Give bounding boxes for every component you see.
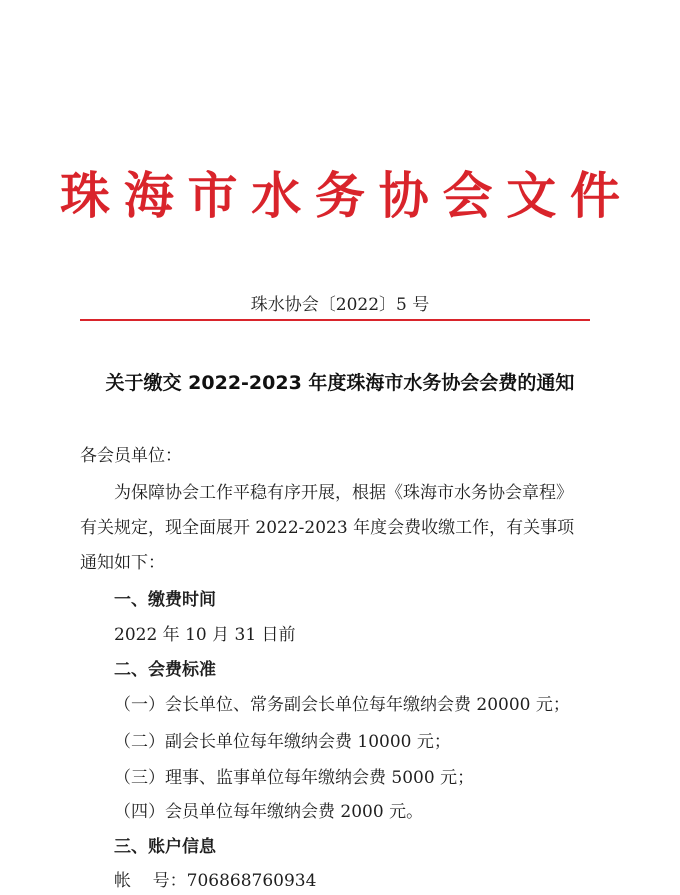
red-divider-line [80,319,590,321]
masthead-char: 务 [315,167,365,225]
account-row [114,866,316,891]
section-heading-time: 一、缴费时间 [114,590,216,610]
masthead-char: 市 [187,167,238,225]
masthead-char: 海 [123,167,174,225]
masthead-char: 珠 [60,167,110,225]
section-heading-standard: 二、会费标准 [114,660,216,680]
notice-title: 关于缴交 2022-2023 年度珠海市水务协会会费的通知 [105,372,575,394]
fee-item: （四）会员单位每年缴纳会费 2000 元。 [114,802,424,822]
fee-item: （一）会长单位、常务副会长单位每年缴纳会费 20000 元； [114,695,570,715]
masthead-title [60,166,620,226]
account-number: 706868760934 [186,871,317,891]
masthead-char: 协 [378,167,429,225]
section-heading-account: 三、账户信息 [114,837,216,857]
intro-line: 有关规定，现全面展开 2022-2023 年度会费收缴工作，有关事项 [80,518,575,538]
masthead-char: 会 [442,167,493,225]
intro-line: 为保障协会工作平稳有序开展，根据《珠海市水务协会章程》 [114,483,573,503]
payment-deadline: 2022 年 10 月 31 日前 [114,625,296,645]
fee-item: （三）理事、监事单位每年缴纳会费 5000 元； [114,768,475,788]
document-number: 珠水协会〔2022〕5 号 [250,295,430,315]
masthead-char: 件 [570,167,620,225]
salutation: 各会员单位： [80,446,182,466]
account-label: 帐 号： [114,871,187,891]
masthead-char: 文 [506,167,557,225]
fee-item: （二）副会长单位每年缴纳会费 10000 元； [114,732,451,752]
intro-line: 通知如下： [80,553,165,573]
masthead-char: 水 [251,167,302,225]
